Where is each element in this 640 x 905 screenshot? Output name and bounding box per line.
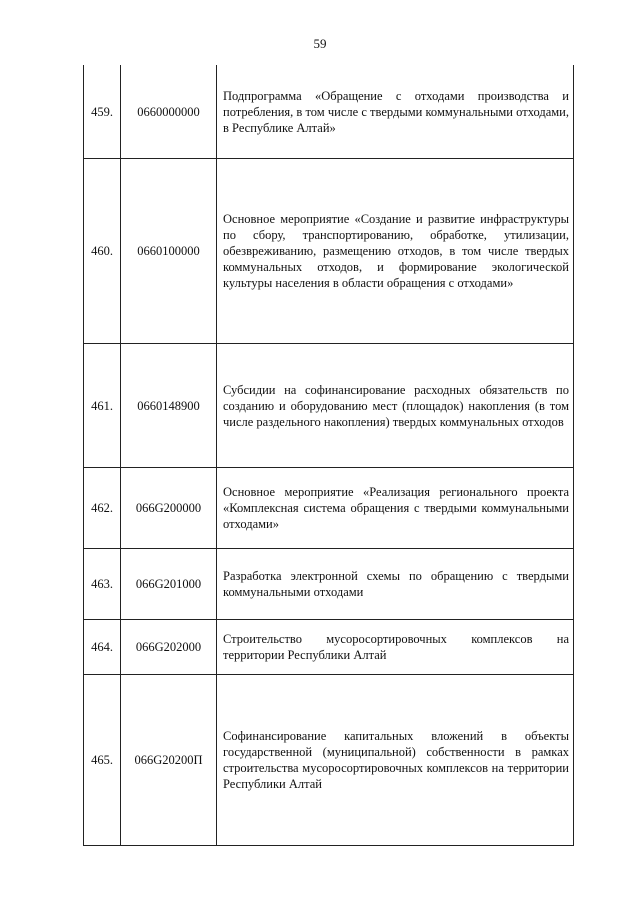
row-description — [217, 675, 574, 846]
row-code: 0660100000 — [121, 159, 217, 344]
table-row — [84, 159, 574, 344]
row-description — [217, 65, 574, 159]
row-code: 066G202000 — [121, 620, 217, 675]
row-code: 066G200000 — [121, 468, 217, 549]
row-description-text: Основное мероприятие «Реализация регионального проекта «Комплексная система обращения с твердыми коммунальными отходами» — [223, 485, 569, 531]
table-row — [84, 549, 574, 620]
page-number: 59 — [313, 36, 327, 51]
row-number: 463. — [84, 549, 121, 620]
table-row — [84, 65, 574, 159]
row-description — [217, 344, 574, 468]
row-number: 462. — [84, 468, 121, 549]
table-row — [84, 620, 574, 675]
table-row — [84, 675, 574, 846]
row-description — [217, 468, 574, 549]
budget-classification-table — [83, 65, 574, 846]
row-number: 465. — [84, 675, 121, 846]
row-number: 464. — [84, 620, 121, 675]
row-number: 460. — [84, 159, 121, 344]
row-code: 066G201000 — [121, 549, 217, 620]
table-row — [84, 344, 574, 468]
row-description-text: Софинансирование капитальных вложений в объекты государственной (муниципальной) собственности в рамках строительства мусоросортировочных комплексов на территории Республики Алтай — [223, 729, 569, 791]
row-description-text: Разработка электронной схемы по обращению с твердыми коммунальными отходами — [223, 569, 569, 599]
row-description — [217, 549, 574, 620]
row-code: 0660000000 — [121, 65, 217, 159]
row-number: 461. — [84, 344, 121, 468]
table-row — [84, 468, 574, 549]
row-code: 066G20200П — [121, 675, 217, 846]
row-description-text: Подпрограмма «Обращение с отходами производства и потребления, в том числе с твердыми коммунальными отходами, в Республике Алтай» — [223, 88, 569, 135]
row-description — [217, 159, 574, 344]
row-description-text: Строительство мусоросортировочных комплексов на территории Республики Алтай — [223, 632, 569, 662]
row-description-text: Субсидии на софинансирование расходных обязательств по созданию и оборудованию мест (площадок) накопления (в том числе раздельного накопления) твердых коммунальных отходов — [223, 382, 569, 429]
row-number: 459. — [84, 65, 121, 159]
row-code: 0660148900 — [121, 344, 217, 468]
row-description — [217, 620, 574, 675]
row-description-text: Основное мероприятие «Создание и развитие инфраструктуры по сбору, транспортированию, обработке, утилизации, обезвреживанию, размещению отходов, в том числе твердых коммунальных отходов, и формирование экологической культуры населения в области обращения с отходами» — [223, 212, 569, 290]
